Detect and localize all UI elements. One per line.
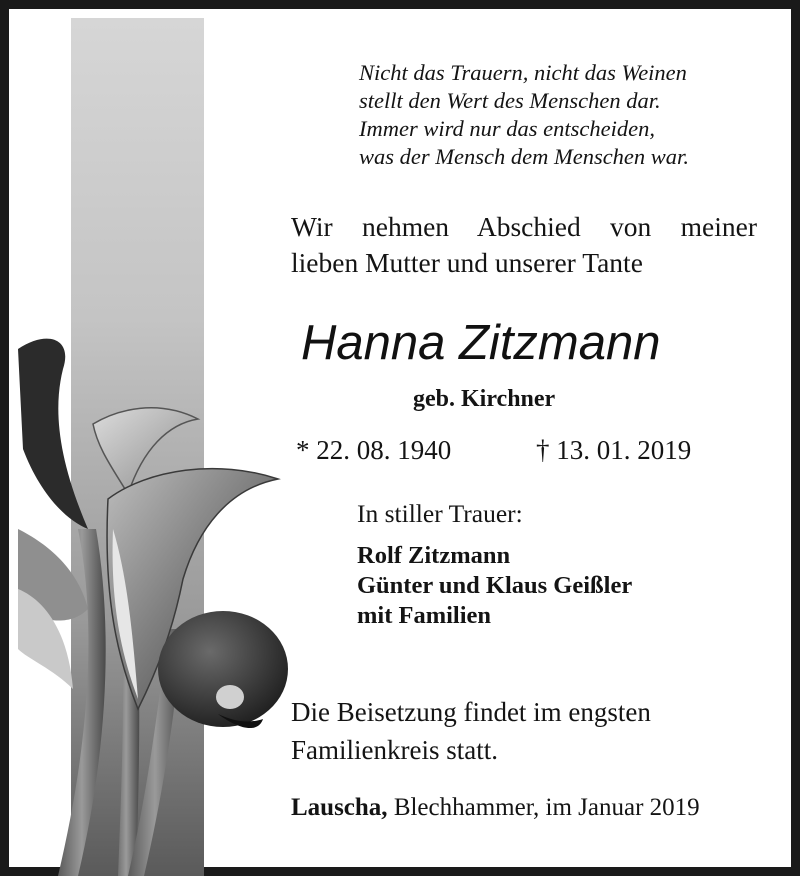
burial-line-2: Familienkreis statt.: [291, 735, 498, 765]
mourner-name: mit Familien: [357, 602, 492, 629]
quote-line: Nicht das Trauern, nicht das Weinen: [359, 60, 687, 85]
mourning-label: In stiller Trauer:: [357, 499, 523, 528]
place-and-date: [291, 791, 700, 825]
burial-line-1: Die Beisetzung findet im engsten: [291, 697, 651, 727]
mourners-list: [357, 541, 632, 631]
quote-line: was der Mensch dem Menschen war.: [359, 144, 689, 169]
farewell-intro: [291, 209, 757, 281]
death-date: † 13. 01. 2019: [536, 435, 692, 465]
burial-notice: [291, 693, 651, 769]
maiden-name: geb. Kirchner: [413, 386, 556, 412]
quote-line: stellt den Wert des Menschen dar.: [359, 88, 661, 113]
mourner-name: Günter und Klaus Geißler: [357, 572, 633, 599]
birth-date: * 22. 08. 1940: [296, 435, 452, 465]
calla-lily-illustration: [18, 329, 298, 876]
town-name: Lauscha,: [291, 794, 388, 821]
intro-line-2: lieben Mutter und unserer Tante: [291, 247, 643, 278]
place-date-rest: Blechhammer, im Januar 2019: [387, 794, 700, 821]
quote-line: Immer wird nur das entscheiden,: [359, 116, 656, 141]
deceased-name: Hanna Zitzmann: [301, 316, 661, 370]
mourner-name: Rolf Zitzmann: [357, 542, 511, 569]
intro-line-1: Wir nehmen Abschied von meiner: [291, 211, 757, 242]
quote-poem: [359, 59, 689, 171]
